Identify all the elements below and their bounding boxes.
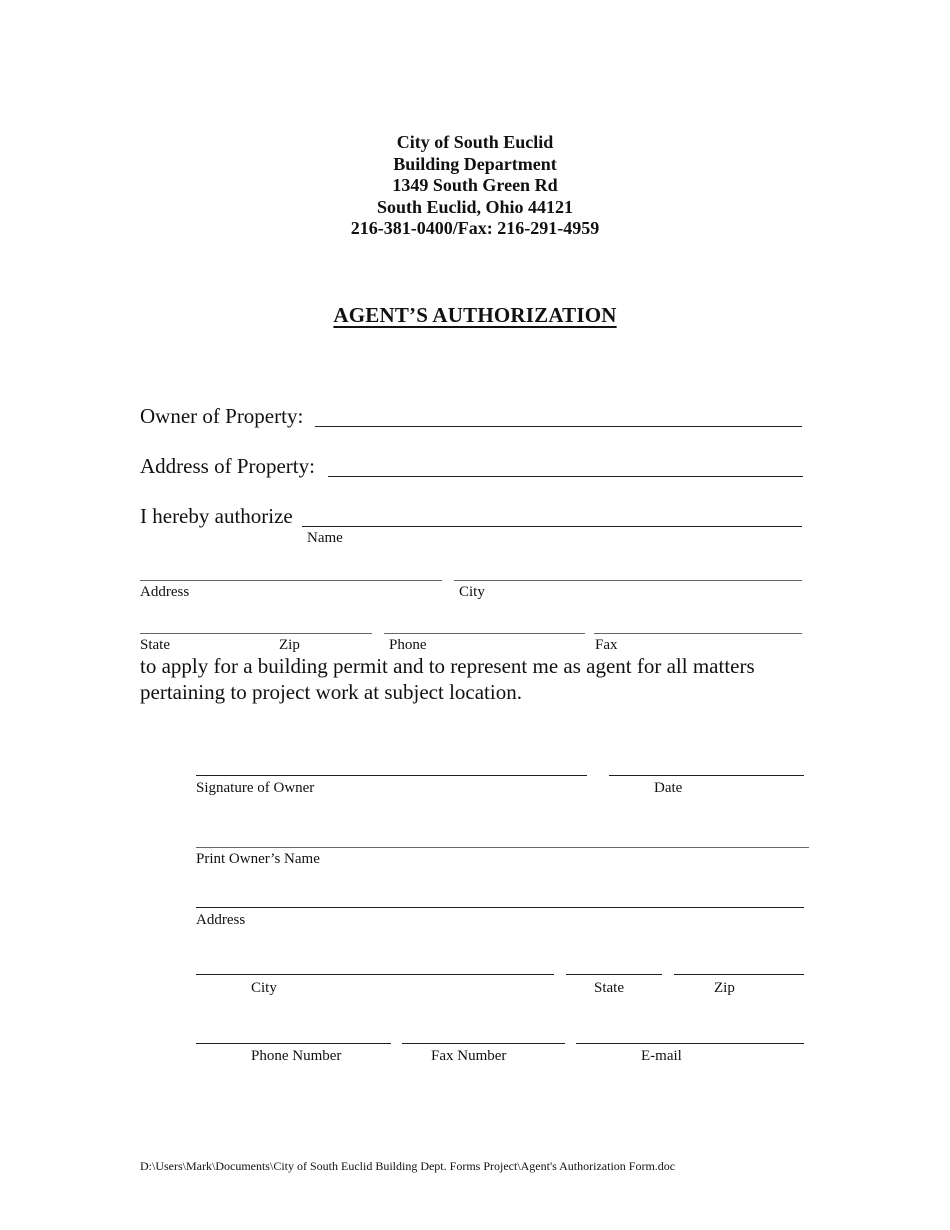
owner-city-line[interactable] xyxy=(196,974,554,975)
owner-phone-line[interactable] xyxy=(196,1043,391,1044)
owner-city-caption: City xyxy=(251,980,277,996)
agent-phone-caption: Phone xyxy=(389,637,427,653)
statement-line-2: pertaining to project work at subject location. xyxy=(140,680,522,704)
agent-name-line[interactable] xyxy=(302,526,802,527)
owner-email-caption: E-mail xyxy=(641,1048,682,1064)
agent-state-caption: State xyxy=(140,637,170,653)
owner-fax-line[interactable] xyxy=(402,1043,565,1044)
city-name: City of South Euclid xyxy=(396,132,554,152)
agent-state-zip-line[interactable] xyxy=(140,633,372,634)
owner-fax-caption: Fax Number xyxy=(431,1048,507,1064)
print-owner-name-caption: Print Owner’s Name xyxy=(196,851,320,867)
agent-phone-line[interactable] xyxy=(384,633,585,634)
department-name: Building Department xyxy=(393,153,557,174)
agent-zip-caption: Zip xyxy=(279,637,300,653)
agent-name-caption: Name xyxy=(307,530,343,546)
form-title: AGENT’S AUTHORIZATION xyxy=(333,303,617,327)
owner-signature-line[interactable] xyxy=(196,775,587,776)
owner-address-caption: Address xyxy=(196,912,246,928)
footer-file-path: D:\Users\Mark\Documents\City of South Euclid Building Dept. Forms Project\Agent's Authorization Form.doc xyxy=(140,1159,676,1173)
agent-address-line[interactable] xyxy=(140,580,442,581)
city-state-zip: South Euclid, Ohio 44121 xyxy=(376,196,574,217)
statement-line-1: to apply for a building permit and to represent me as agent for all matters xyxy=(140,654,755,678)
owner-state-line[interactable] xyxy=(566,974,662,975)
owner-zip-caption: Zip xyxy=(714,980,735,996)
owner-address-line[interactable] xyxy=(196,907,804,908)
owner-phone-caption: Phone Number xyxy=(251,1048,342,1064)
letterhead xyxy=(0,132,950,240)
phone-fax: 216-381-0400/Fax: 216-291-4959 xyxy=(350,218,600,238)
date-caption: Date xyxy=(654,780,683,796)
owner-state-caption: State xyxy=(594,980,624,996)
print-owner-name-line[interactable] xyxy=(196,847,809,848)
address-of-property-line[interactable] xyxy=(328,476,803,477)
agent-fax-line[interactable] xyxy=(594,633,802,634)
agent-city-line[interactable] xyxy=(454,580,802,581)
owner-of-property-label: Owner of Property: xyxy=(140,404,304,428)
signature-caption: Signature of Owner xyxy=(196,780,315,796)
agent-city-caption: City xyxy=(459,584,485,600)
owner-zip-line[interactable] xyxy=(674,974,804,975)
authorize-label: I hereby authorize xyxy=(140,504,293,528)
owner-of-property-line[interactable] xyxy=(315,426,802,427)
agent-address-caption: Address xyxy=(140,584,190,600)
date-line[interactable] xyxy=(609,775,804,776)
agent-fax-caption: Fax xyxy=(595,637,618,653)
street-address: 1349 South Green Rd xyxy=(392,175,558,195)
owner-email-line[interactable] xyxy=(576,1043,804,1044)
address-of-property-label: Address of Property: xyxy=(140,454,315,478)
authorization-statement xyxy=(140,653,840,705)
